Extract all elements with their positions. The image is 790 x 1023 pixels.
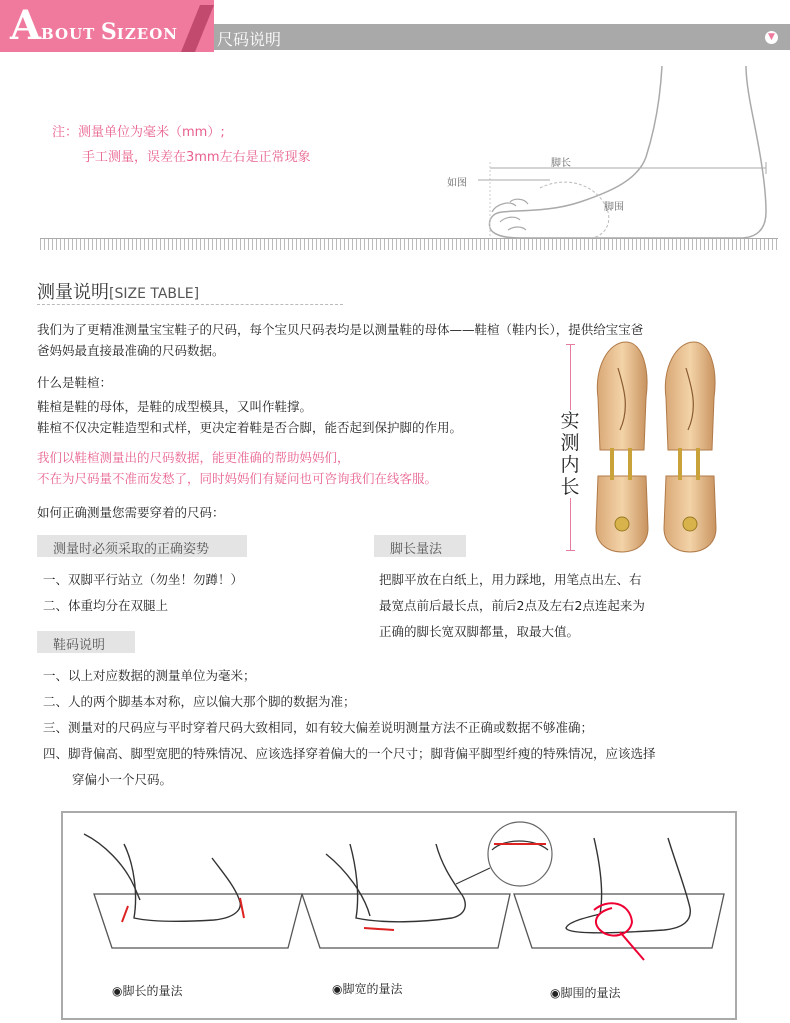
caption-width-method: ◉脚宽的量法 bbox=[332, 982, 403, 996]
ruler bbox=[40, 238, 778, 250]
what-is-question: 什么是鞋楦： bbox=[37, 375, 113, 390]
code-note-3: 三、测量对的尺码应与平时穿着尺码大致相同，如有较大偏差说明测量方法不正确或数据不够准确； bbox=[43, 720, 594, 735]
section-divider bbox=[37, 304, 343, 305]
logo-a: A bbox=[10, 2, 42, 49]
box-code: 鞋码说明 bbox=[37, 631, 135, 653]
logo-s: S bbox=[100, 19, 117, 45]
section-title-en: [SIZE TABLE] bbox=[109, 286, 200, 302]
note-line1: 注：测量单位为毫米（mm）; bbox=[52, 125, 225, 140]
what-is-answer1: 鞋楦是鞋的母体，是鞋的成型模具，又叫作鞋撑。 bbox=[37, 399, 313, 414]
section-title-cn: 测量说明 bbox=[37, 282, 109, 303]
logo-text2: IZEON bbox=[116, 25, 178, 43]
posture-2: 二、体重均分在双腿上 bbox=[43, 598, 169, 613]
label-foot-length: 脚长 bbox=[551, 158, 571, 169]
label-example: 如图 bbox=[447, 178, 467, 189]
caption-girth-method: ◉脚围的量法 bbox=[550, 986, 621, 1000]
measure-cap-bottom bbox=[566, 550, 575, 551]
intro-line2: 爸妈妈最直接最准确的尺码数据。 bbox=[37, 343, 225, 358]
logo-text1: BOUT bbox=[41, 25, 96, 43]
measurement-diagrams bbox=[64, 814, 734, 974]
code-note-4b: 穿偏小一个尺码。 bbox=[72, 772, 173, 787]
length-method-3: 正确的脚长宽双脚都量，取最大值。 bbox=[379, 624, 580, 639]
what-is-answer2: 鞋楦不仅决定鞋造型和式样，更决定着鞋是否合脚，能否起到保护脚的作用。 bbox=[37, 420, 463, 435]
shoe-tree-image bbox=[584, 338, 744, 556]
header-subtitle: 尺码说明 bbox=[217, 30, 282, 49]
box-posture: 测量时必须采取的正确姿势 bbox=[37, 535, 247, 557]
shoe-tree-label: 实测内长 bbox=[556, 410, 584, 498]
how-question: 如何正确测量您需要穿着的尺码： bbox=[37, 505, 225, 520]
note-line2: 手工测量，误差在3mm左右是正常现象 bbox=[82, 150, 311, 165]
length-method-2: 最宽点前后最长点，前后2点及左右2点连起来为 bbox=[379, 598, 645, 613]
chevron-down-icon[interactable]: ▼ bbox=[765, 31, 778, 44]
foot-side-illustration bbox=[440, 62, 780, 242]
pink-note-line2: 不在为尺码量不准而发愁了，同时妈妈们有疑问也可咨询我们在线客服。 bbox=[37, 471, 438, 486]
caption-length-method: ◉脚长的量法 bbox=[112, 984, 183, 998]
length-method-1: 把脚平放在白纸上，用力踩地，用笔点出左、右 bbox=[379, 572, 642, 587]
intro-line1: 我们为了更精准测量宝宝鞋子的尺码，每个宝贝尺码表均是以测量鞋的母体——鞋楦（鞋内长），提供给宝宝爸 bbox=[37, 322, 644, 337]
code-note-1: 一、以上对应数据的测量单位为毫米； bbox=[43, 668, 256, 683]
code-note-2: 二、人的两个脚基本对称，应以偏大那个脚的数据为准； bbox=[43, 694, 356, 709]
header-logo bbox=[10, 2, 178, 52]
label-foot-girth: 脚围 bbox=[604, 202, 624, 213]
posture-1: 一、双脚平行站立（勿坐！勿蹲！） bbox=[43, 572, 244, 587]
header-bar bbox=[210, 24, 790, 50]
section-title bbox=[37, 278, 199, 304]
code-note-4a: 四、脚背偏高、脚型宽肥的特殊情况、应该选择穿着偏大的一个尺寸；脚背偏平脚型纤瘦的特殊情况，应该选择 bbox=[43, 746, 656, 761]
measure-cap-top bbox=[566, 344, 575, 345]
box-length: 脚长量法 bbox=[374, 535, 466, 557]
ruler-line bbox=[40, 238, 778, 239]
pink-note-line1: 我们以鞋楦测量出的尺码数据，能更准确的帮助妈妈们， bbox=[37, 450, 350, 465]
